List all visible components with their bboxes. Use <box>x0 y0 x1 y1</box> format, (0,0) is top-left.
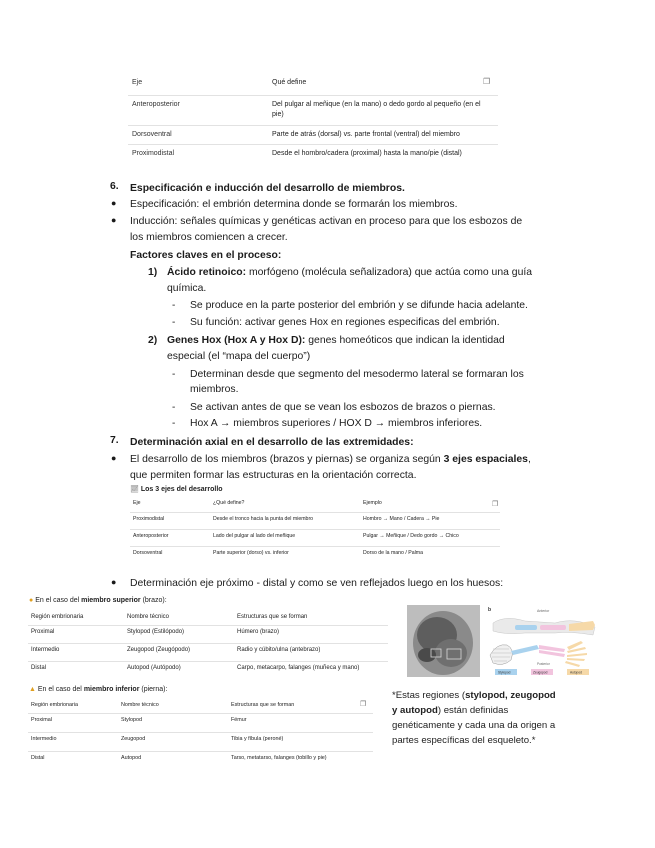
list-item-text <box>167 333 505 348</box>
text-run: En el caso del <box>37 686 84 693</box>
table-header: Eje <box>132 79 143 86</box>
table-cell: Fémur <box>228 714 373 733</box>
table-cell: Lado del pulgar al lado del meñique <box>210 529 360 546</box>
table-cell: Pulgar → Meñique / Dedo gordo → Chico <box>360 529 500 546</box>
table-cell: Autopod (Autópodo) <box>124 662 234 680</box>
table-cell: Hombro → Mano / Cadera → Pie <box>360 512 500 529</box>
figure-label: Posterior <box>537 662 550 666</box>
table-cell: Desde el tronco hacia la punta del miembro <box>210 512 360 529</box>
table-cell: Zeugopod (Zeugópodo) <box>124 644 234 662</box>
paragraph-line: Determinación eje próximo - distal y como se ven reflejados luego en los huesos: <box>130 578 504 589</box>
paragraph-line: Hox A → miembros superiores / HOX D → miembros inferiores. <box>190 418 483 429</box>
table-header: Eje <box>133 500 141 506</box>
table-cell: Húmero (brazo) <box>234 626 388 644</box>
table-cell: Parte superior (dorso) vs. inferior <box>210 547 360 564</box>
table-cell: Proximodistal <box>128 145 268 164</box>
table-cell: Carpo, metacarpo, falanges (muñeca y mano) <box>234 662 388 680</box>
paragraph-line: Su función: activar genes Hox en regiones especificas del embrión. <box>190 317 500 328</box>
table-header: Estructuras que se forman <box>237 614 308 620</box>
text-run: , <box>527 454 531 465</box>
bullet-icon: ● <box>111 453 117 463</box>
emphasis: stylopod, zeugopod y autopod <box>392 690 556 716</box>
text-run: *Estas regiones ( <box>392 690 466 701</box>
table-cell: Intermedio <box>28 644 124 662</box>
subheading: Factores claves en el proceso: <box>130 250 282 261</box>
table-cell: Del pulgar al meñique (en la mano) o dedo gordo al pequeño (en el pie) <box>268 95 498 125</box>
leg-icon: ▲ <box>29 686 36 693</box>
axes-table <box>128 77 498 164</box>
text-run: (pierna): <box>139 686 168 693</box>
table-header-row <box>28 699 373 714</box>
table-cell: Proximal <box>28 626 124 644</box>
dash-icon: - <box>172 418 176 429</box>
table-row <box>130 547 500 564</box>
section-title: Determinación axial en el desarrollo de las extremidades: <box>130 437 414 448</box>
table-cell: Anteroposterior <box>128 95 268 125</box>
paragraph-line: Se activan antes de que se vean los esbozos de brazos o piernas. <box>190 402 496 413</box>
table-header: Qué define <box>272 79 307 86</box>
table-cell: Intermedio <box>28 733 118 752</box>
legend-label: Zeugopod <box>533 670 548 675</box>
emphasis: 3 ejes espaciales <box>443 454 528 465</box>
table-cell: Tibia y fíbula (peroné) <box>228 733 373 752</box>
text-run: El desarrollo de los miembros (brazos y piernas) se organiza según <box>130 454 444 465</box>
table-cell: Dorso de la mano / Palma <box>360 547 500 564</box>
table-cell: Proximodistal <box>130 512 210 529</box>
text-run: ) están definidas genéticamente y cada una da origen a partes específicas del esqueleto.* <box>392 705 556 746</box>
bullet-icon: ● <box>111 215 117 225</box>
emphasis: miembro inferior <box>83 686 140 693</box>
legend-label: Autopod <box>570 670 582 675</box>
list-number: 2) <box>148 335 158 346</box>
figure-caption <box>392 688 562 748</box>
text-run: En el caso del <box>35 597 82 604</box>
term-description: genes homeóticos que indican la identidad <box>305 335 505 346</box>
table-row <box>130 529 500 546</box>
paragraph-line: Determinan desde que segmento del mesodermo lateral se formaran los <box>190 369 524 380</box>
table-cell: Stylopod <box>118 714 228 733</box>
table-cell: Dorsoventral <box>128 125 268 145</box>
paragraph-line: miembros. <box>190 384 239 395</box>
paragraph-line: química. <box>167 283 207 294</box>
bullet-icon: ● <box>111 577 117 587</box>
lower-limb-heading <box>29 686 167 693</box>
table-header: Región embrionaria <box>31 702 79 708</box>
section-number: 6. <box>110 181 119 192</box>
svg-text:b: b <box>488 607 492 613</box>
table-header: Nombre técnico <box>121 702 159 708</box>
table-header: Región embrionaria <box>31 614 84 620</box>
embryo-micrograph <box>407 605 480 677</box>
table-row <box>128 145 498 164</box>
upper-limb-table <box>28 611 388 679</box>
table-row <box>28 733 373 752</box>
list-number: 1) <box>148 267 158 278</box>
table-cell: Dorsoventral <box>130 547 210 564</box>
term-description: morfógeno (molécula señalizadora) que actúa como una guía <box>246 267 533 278</box>
table-header: ¿Qué define? <box>213 500 245 506</box>
table-cell: Proximal <box>28 714 118 733</box>
term: Genes Hox (Hox A y Hox D): <box>167 335 306 346</box>
term: Ácido retinoico: <box>167 267 247 278</box>
heading-text: Los 3 ejes del desarrollo <box>140 486 223 493</box>
paragraph-line: Se produce en la parte posterior del embrión y se difunde hacia adelante. <box>190 300 528 311</box>
limb-segments-diagram <box>485 605 610 677</box>
table-cell: Autopod <box>118 752 228 771</box>
table-header: Ejemplo <box>363 500 382 506</box>
table-cell: Tarso, metatarso, falanges (tobillo y pie) <box>228 752 373 771</box>
dash-icon: - <box>172 300 176 311</box>
table-header: Nombre técnico <box>127 614 170 620</box>
chart-icon: 📈︎ <box>130 486 139 493</box>
paragraph-line: Inducción: señales químicas y genéticas activan en proceso para que los esbozos de <box>130 216 523 227</box>
paragraph-line: los miembros comiencen a crecer. <box>130 232 288 243</box>
table-row <box>28 714 373 733</box>
copy-icon[interactable]: ❐ <box>360 701 367 708</box>
table-cell: Stylopod (Estilópodo) <box>124 626 234 644</box>
table-cell: Radio y cúbito/ulna (antebrazo) <box>234 644 388 662</box>
table-cell: Distal <box>28 662 124 680</box>
table-row <box>28 752 373 771</box>
table-row <box>28 626 388 644</box>
upper-limb-heading <box>29 597 167 604</box>
table-row <box>128 95 498 125</box>
section-title: Especificación e inducción del desarrollo de miembros. <box>130 183 405 194</box>
table-cell: Zeugopod <box>118 733 228 752</box>
stylopod-segment <box>515 625 537 630</box>
small-axes-table <box>130 498 500 563</box>
emphasis: miembro superior <box>81 597 141 604</box>
figure-label: Anterior <box>537 609 550 613</box>
paragraph-line: especial (el “mapa del cuerpo”) <box>167 351 311 362</box>
paragraph-line: Especificación: el embrión determina donde se formarán los miembros. <box>130 199 458 210</box>
dash-icon: - <box>172 369 176 380</box>
dash-icon: - <box>172 317 176 328</box>
table-header-row <box>128 77 498 95</box>
table-cell: Desde el hombro/cadera (proximal) hasta la mano/pie (distal) <box>268 145 498 164</box>
table-row <box>28 644 388 662</box>
table-row <box>128 125 498 145</box>
section-number: 7. <box>110 435 119 446</box>
copy-icon[interactable]: ❐ <box>483 77 491 86</box>
legend-label: Stylopod <box>498 670 511 675</box>
table-cell: Distal <box>28 752 118 771</box>
table-cell: Parte de atrás (dorsal) vs. parte frontal (ventral) del miembro <box>268 125 498 145</box>
table-row <box>130 512 500 529</box>
dash-icon: - <box>172 402 176 413</box>
zeugopod-segment <box>540 625 566 630</box>
small-table-heading <box>130 485 223 493</box>
copy-icon[interactable]: ❐ <box>492 501 499 508</box>
hand-icon: ● <box>29 597 34 604</box>
paragraph-line <box>130 452 531 467</box>
table-header-row <box>28 611 388 626</box>
bullet-icon: ● <box>111 198 117 208</box>
paragraph-line: que permiten formar las estructuras en la orientación correcta. <box>130 470 417 481</box>
table-row <box>28 662 388 680</box>
table-header-row <box>130 498 500 512</box>
lower-limb-table <box>28 699 373 770</box>
table-header: Estructuras que se forman <box>231 702 295 708</box>
table-cell: Anteroposterior <box>130 529 210 546</box>
list-item-text <box>167 265 532 280</box>
text-run: (brazo): <box>140 597 167 604</box>
